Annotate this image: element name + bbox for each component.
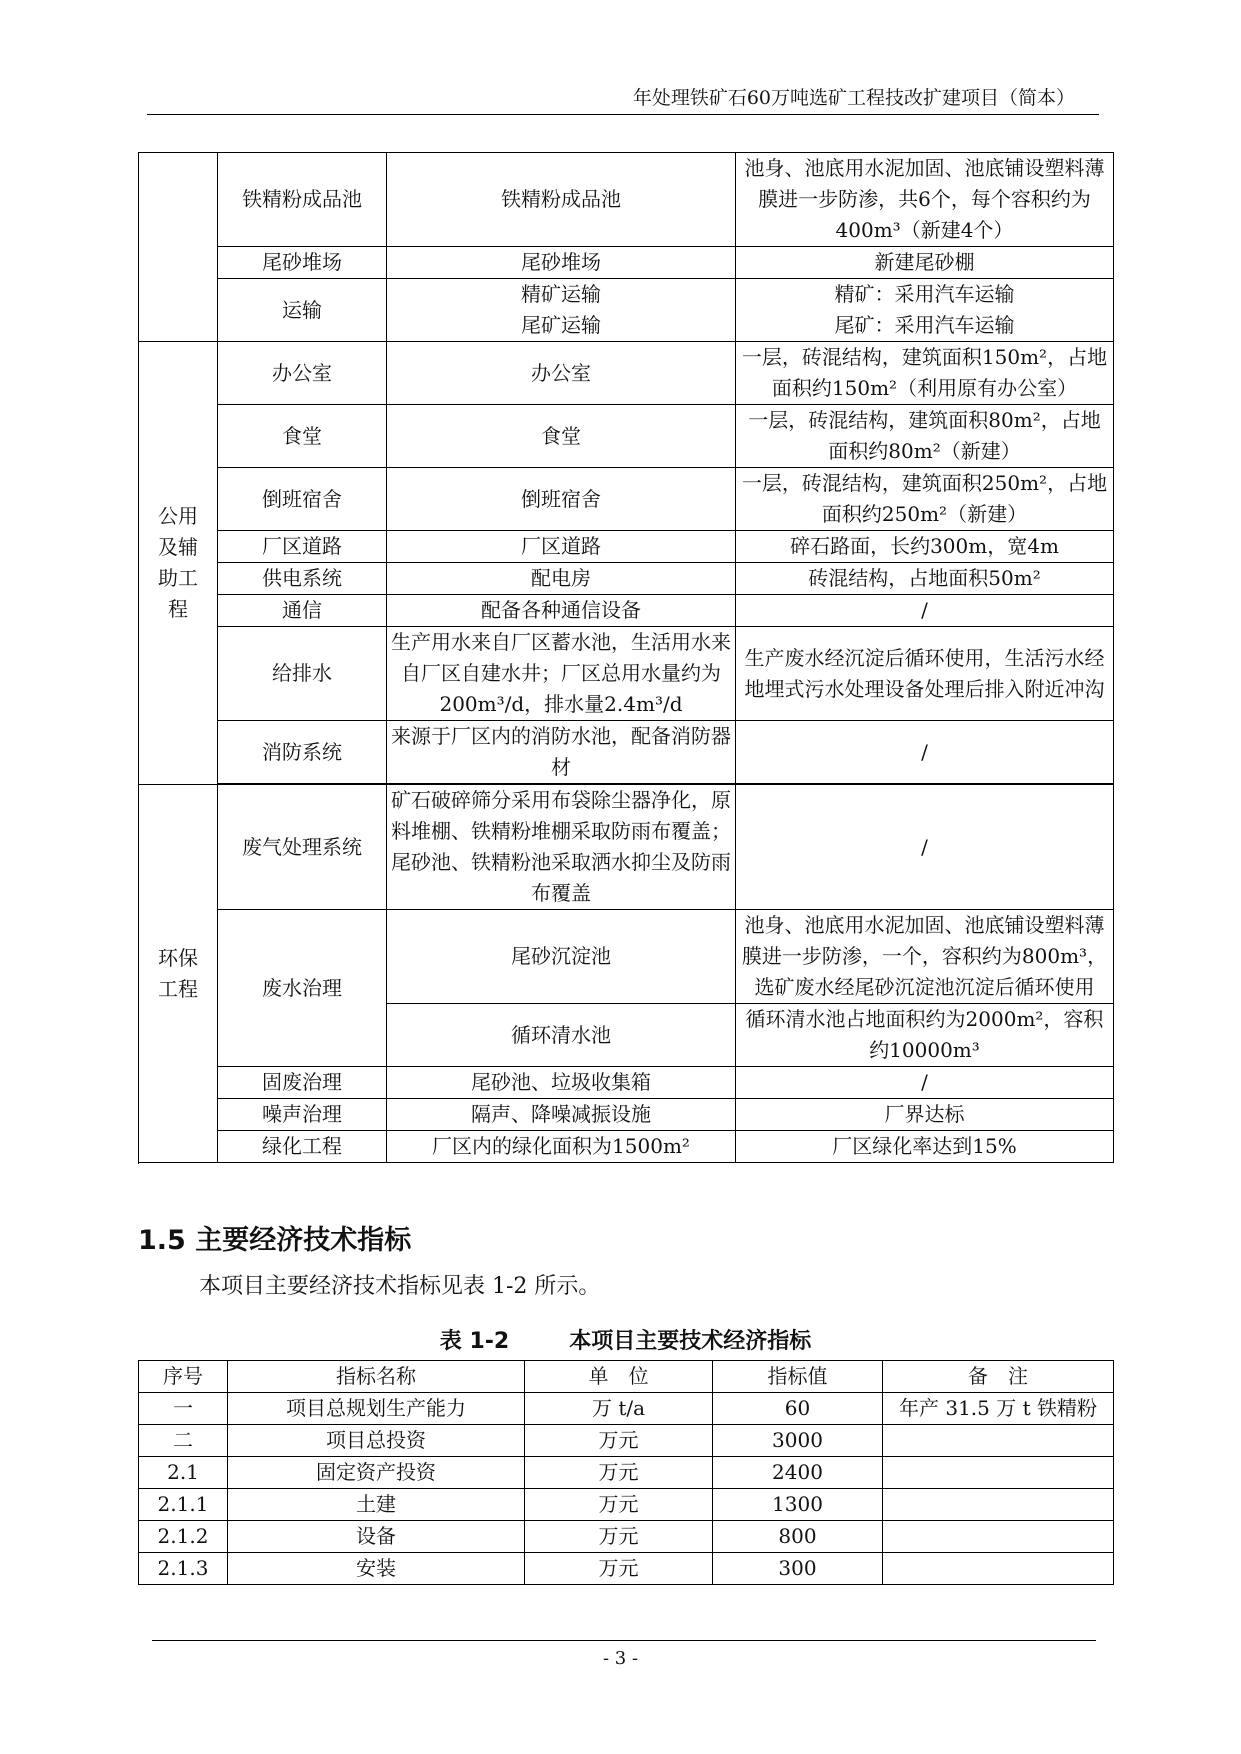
cell-indicator: 土建 xyxy=(228,1489,525,1521)
item-content: 尾砂池、垃圾收集箱 xyxy=(387,1067,736,1099)
cell-unit: 万元 xyxy=(525,1425,713,1457)
item-name: 消防系统 xyxy=(218,721,387,784)
item-content: 精矿运输 尾矿运输 xyxy=(387,279,736,342)
caption-title: 本项目主要技术经济指标 xyxy=(569,1329,812,1354)
table-row xyxy=(139,721,1114,784)
cell-note xyxy=(883,1425,1114,1457)
item-name: 废水治理 xyxy=(218,910,387,1067)
cell-index: 2.1 xyxy=(139,1457,228,1489)
cell-value: 300 xyxy=(713,1553,883,1585)
item-content: 矿石破碎筛分采用布袋除尘器净化，原料堆棚、铁精粉堆棚采取防雨布覆盖；尾砂池、铁精粉池采取洒水抑尘及防雨布覆盖 xyxy=(387,785,736,910)
cell-unit: 万 t/a xyxy=(525,1393,713,1425)
cell-unit: 万元 xyxy=(525,1457,713,1489)
table-caption xyxy=(138,1324,1113,1355)
cell-index: 二 xyxy=(139,1425,228,1457)
cell-value: 1300 xyxy=(713,1489,883,1521)
table-row xyxy=(139,563,1114,595)
table-row xyxy=(139,1521,1114,1553)
item-name: 尾砂堆场 xyxy=(218,247,387,279)
cell-indicator: 固定资产投资 xyxy=(228,1457,525,1489)
column-header: 单 位 xyxy=(525,1361,713,1393)
table-row xyxy=(139,1489,1114,1521)
item-remark: / xyxy=(736,1067,1114,1099)
item-remark: 厂界达标 xyxy=(736,1099,1114,1131)
item-content: 厂区道路 xyxy=(387,531,736,563)
item-remark: 碎石路面，长约300m，宽4m xyxy=(736,531,1114,563)
item-content: 生产用水来自厂区蓄水池，生活用水来自厂区自建水井；厂区总用水量约为200m³/d，排水量2.4m³/d xyxy=(387,627,736,721)
cell-unit: 万元 xyxy=(525,1489,713,1521)
item-name: 倒班宿舍 xyxy=(218,468,387,531)
item-name: 通信 xyxy=(218,595,387,627)
item-content: 来源于厂区内的消防水池，配备消防器材 xyxy=(387,721,736,784)
cell-index: 一 xyxy=(139,1393,228,1425)
table-row xyxy=(139,531,1114,563)
caption-number: 表 1-2 xyxy=(439,1329,510,1354)
footer-rule xyxy=(152,1640,1096,1641)
item-content: 办公室 xyxy=(387,342,736,405)
item-content: 尾砂堆场 xyxy=(387,247,736,279)
item-remark: 池身、池底用水泥加固、池底铺设塑料薄膜进一步防渗，共6个，每个容积约为400m³（新建4个） xyxy=(736,153,1114,247)
item-name: 铁精粉成品池 xyxy=(218,153,387,247)
table-row xyxy=(139,342,1114,405)
item-content: 倒班宿舍 xyxy=(387,468,736,531)
table-row xyxy=(139,1425,1114,1457)
group-label-cell xyxy=(139,153,218,342)
item-remark: / xyxy=(736,721,1114,784)
cell-note: 年产 31.5 万 t 铁精粉 xyxy=(883,1393,1114,1425)
cell-index: 2.1.2 xyxy=(139,1521,228,1553)
table-row xyxy=(139,1131,1114,1163)
column-header: 备 注 xyxy=(883,1361,1114,1393)
table-row xyxy=(139,153,1114,247)
cell-unit: 万元 xyxy=(525,1521,713,1553)
table-row xyxy=(139,1067,1114,1099)
table-row xyxy=(139,247,1114,279)
cell-value: 3000 xyxy=(713,1425,883,1457)
item-remark: 一层，砖混结构，建筑面积80m²，占地面积约80m²（新建） xyxy=(736,405,1114,468)
cell-value: 2400 xyxy=(713,1457,883,1489)
item-remark: 一层，砖混结构，建筑面积250m²，占地面积约250m²（新建） xyxy=(736,468,1114,531)
item-remark: 池身、池底用水泥加固、池底铺设塑料薄膜进一步防渗，一个，容积约为800m³，选矿废水经尾砂沉淀池沉淀后循环使用 xyxy=(736,910,1114,1004)
cell-indicator: 项目总投资 xyxy=(228,1425,525,1457)
table-row xyxy=(139,405,1114,468)
table-row xyxy=(139,1457,1114,1489)
item-name: 噪声治理 xyxy=(218,1099,387,1131)
section-heading: 1.5 主要经济技术指标 xyxy=(138,1225,412,1256)
item-remark: 精矿：采用汽车运输 尾矿：采用汽车运输 xyxy=(736,279,1114,342)
running-header-title: 年处理铁矿石60万吨选矿工程技改扩建项目（简本） xyxy=(632,87,1075,109)
item-remark: 生产废水经沉淀后循环使用，生活污水经地埋式污水处理设备处理后排入附近冲沟 xyxy=(736,627,1114,721)
cell-note xyxy=(883,1553,1114,1585)
item-name: 给排水 xyxy=(218,627,387,721)
table-row xyxy=(139,910,1114,1004)
cell-unit: 万元 xyxy=(525,1553,713,1585)
item-content: 配电房 xyxy=(387,563,736,595)
running-header xyxy=(147,86,1099,115)
item-name: 食堂 xyxy=(218,405,387,468)
item-remark: / xyxy=(736,595,1114,627)
item-content: 配备各种通信设备 xyxy=(387,595,736,627)
item-content: 铁精粉成品池 xyxy=(387,153,736,247)
cell-note xyxy=(883,1457,1114,1489)
cell-value: 60 xyxy=(713,1393,883,1425)
cell-indicator: 安装 xyxy=(228,1553,525,1585)
cell-indicator: 项目总规划生产能力 xyxy=(228,1393,525,1425)
group-label-cell: 环保工程 xyxy=(139,785,218,1163)
table-row xyxy=(139,1099,1114,1131)
page-number: - 3 - xyxy=(602,1648,639,1669)
item-remark: 新建尾砂棚 xyxy=(736,247,1114,279)
table-row xyxy=(139,785,1114,910)
cell-index: 2.1.3 xyxy=(139,1553,228,1585)
item-content: 食堂 xyxy=(387,405,736,468)
item-content: 尾砂沉淀池 xyxy=(387,910,736,1004)
cell-index: 2.1.1 xyxy=(139,1489,228,1521)
table-header-row xyxy=(139,1361,1114,1393)
cell-note xyxy=(883,1489,1114,1521)
item-name: 供电系统 xyxy=(218,563,387,595)
table-row xyxy=(139,1393,1114,1425)
item-remark: 一层，砖混结构，建筑面积150m²，占地面积约150m²（利用原有办公室） xyxy=(736,342,1114,405)
table-row xyxy=(139,1553,1114,1585)
item-name: 运输 xyxy=(218,279,387,342)
item-name: 废气处理系统 xyxy=(218,785,387,910)
item-name: 绿化工程 xyxy=(218,1131,387,1163)
table-row xyxy=(139,595,1114,627)
item-remark: 厂区绿化率达到15% xyxy=(736,1131,1114,1163)
item-name: 固废治理 xyxy=(218,1067,387,1099)
table-row xyxy=(139,627,1114,721)
item-remark: 砖混结构，占地面积50m² xyxy=(736,563,1114,595)
item-remark: 循环清水池占地面积约为2000m²，容积约10000m³ xyxy=(736,1004,1114,1067)
column-header: 指标名称 xyxy=(228,1361,525,1393)
item-name: 厂区道路 xyxy=(218,531,387,563)
project-composition-table xyxy=(138,152,1114,1163)
table-row xyxy=(139,468,1114,531)
cell-value: 800 xyxy=(713,1521,883,1553)
economic-indicators-table xyxy=(138,1360,1114,1585)
group-label-cell: 公用及辅助工程 xyxy=(139,342,218,785)
item-remark: / xyxy=(736,785,1114,910)
item-content: 循环清水池 xyxy=(387,1004,736,1067)
item-name: 办公室 xyxy=(218,342,387,405)
column-header: 指标值 xyxy=(713,1361,883,1393)
item-content: 厂区内的绿化面积为1500m² xyxy=(387,1131,736,1163)
section-paragraph: 本项目主要经济技术指标见表 1-2 所示。 xyxy=(199,1274,601,1299)
cell-indicator: 设备 xyxy=(228,1521,525,1553)
column-header: 序号 xyxy=(139,1361,228,1393)
cell-note xyxy=(883,1521,1114,1553)
item-content: 隔声、降噪减振设施 xyxy=(387,1099,736,1131)
